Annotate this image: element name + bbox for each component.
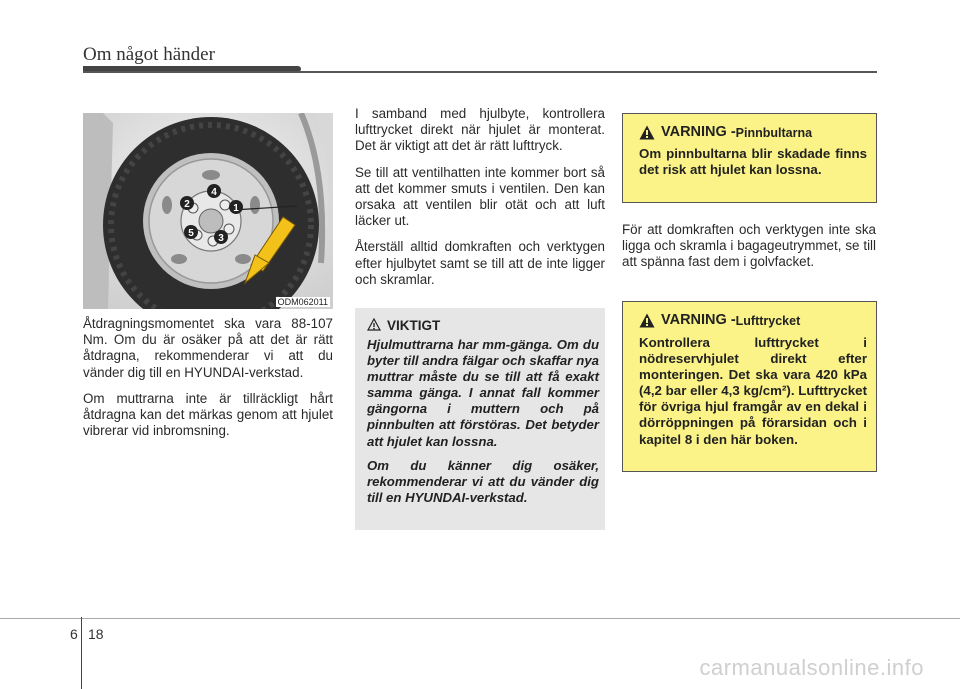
header-rule: [83, 71, 877, 73]
valve-cap-paragraph: Se till att ventilhatten inte kommer bort så att det kommer smuts i ventilen. Den kan orsaka att ventilen blir otät och att luft läcker ut.: [355, 164, 605, 229]
bolt-number-3: 3: [218, 233, 224, 244]
caution-body: [367, 337, 599, 514]
wheel-drawing: [83, 113, 333, 309]
figure-code: ODM062011: [277, 297, 328, 307]
footer-divider: [81, 617, 82, 689]
section-title: Om något händer: [83, 44, 215, 65]
caution-paragraph-2: Om du känner dig osäker, rekommenderar vi att du vänder dig till en HYUNDAI-verkstad.: [367, 457, 599, 505]
caution-triangle-icon: [367, 318, 381, 334]
caution-title: VIKTIGT: [387, 318, 441, 333]
warning-label: VARNING -: [661, 312, 736, 328]
torque-paragraph: Åtdragningsmomentet ska vara 88-107 Nm. Om du är osäker på att det är rätt åtdragna, rekommenderar vi att du vänder dig till en HYUNDAI-verkstad.: [83, 316, 333, 380]
wheel-illustration: [83, 113, 333, 309]
warning-label: VARNING -: [661, 124, 736, 140]
bolt-number-2: 2: [184, 199, 190, 210]
warning-body: Kontrollera lufttrycket i nödreservhjulet direkt efter monteringen. Det ska vara 420 kPa (4,2 bar eller 4,3 kg/cm²). Lufttrycket för övriga hjul framgår av en dekal i dörröppningen på förarsidan och i kapitel 8 i den här boken.: [639, 335, 867, 447]
warning-subtitle: Lufttrycket: [735, 314, 801, 328]
caution-paragraph-1: Hjulmuttrarna har mm-gänga. Om du byter till andra fälgar och skaffar nya muttrar måste du se till att få exakt samma gänga. I annat fall kommer gängorna i muttern och på pinnbulten att förstöras. Det betyder att hjulet kan lossna.: [367, 337, 599, 449]
column-2-text: [355, 106, 605, 298]
site-watermark: carmanualsonline.info: [699, 655, 924, 680]
bolt-number-4: 4: [211, 187, 217, 198]
bolt-number-5: 5: [188, 228, 194, 239]
caution-box: [355, 308, 605, 530]
bolt-number-1: 1: [233, 203, 239, 214]
vibration-paragraph: Om muttrarna inte är tillräckligt hårt åtdragna kan det märkas genom att hjulet vibrerar vid inbromsning.: [83, 390, 333, 439]
caution-heading: [367, 318, 440, 334]
warning-heading: [639, 312, 800, 328]
warning-box-wheel-studs: [622, 113, 877, 203]
footer-rule: [0, 618, 960, 619]
jack-storage-paragraph: För att domkraften och verktygen inte ska ligga och skramla i bagageutrymmet, se till att spänna fast dem i golvfacket.: [622, 222, 876, 270]
warning-heading: [639, 124, 812, 140]
warning-subtitle: Pinnbultarna: [735, 126, 813, 140]
page-number: 18: [88, 626, 104, 642]
warning-triangle-icon: [639, 125, 655, 140]
column-3-text: [622, 222, 876, 281]
warning-box-tire-pressure: [622, 301, 877, 472]
warning-body: Om pinnbultarna blir skadade finns det risk att hjulet kan lossna.: [639, 146, 867, 178]
column-1-text: [83, 316, 333, 449]
warning-triangle-icon: [639, 313, 655, 328]
pressure-check-paragraph: I samband med hjulbyte, kontrollera lufttrycket direkt när hjulet är monterat. Det är viktigt att det är rätt lufttryck.: [355, 106, 605, 154]
jack-return-paragraph: Återställ alltid domkraften och verktygen efter hjulbytet samt se till att de inte ligger och skramlar.: [355, 239, 605, 287]
chapter-number: 6: [70, 626, 78, 642]
